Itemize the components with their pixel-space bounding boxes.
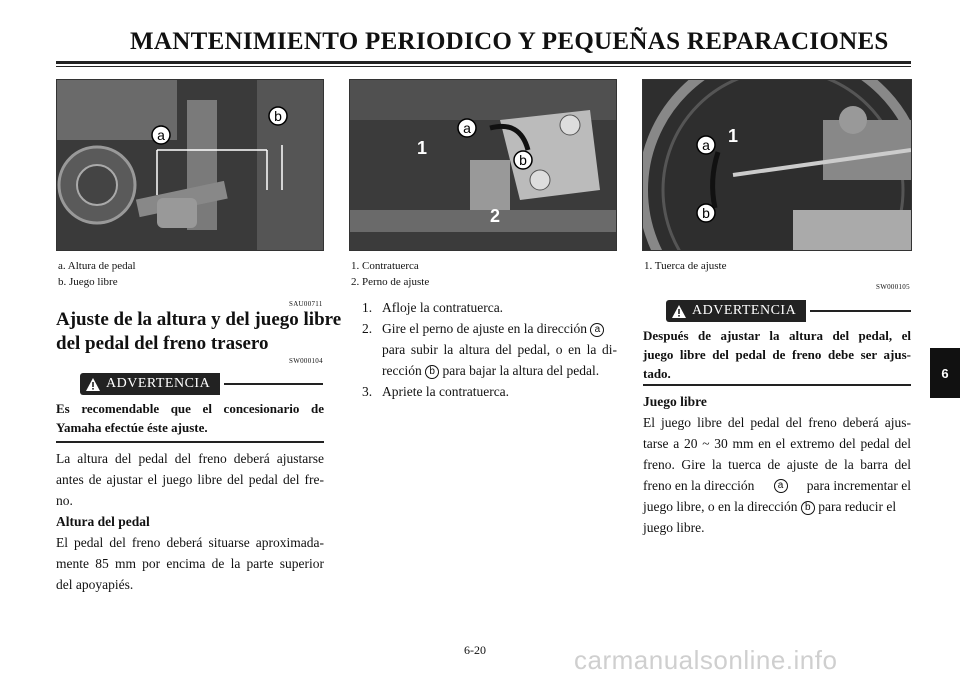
warning-text-2-line3: tado. <box>643 366 671 381</box>
col1-body2-line1: El pedal del freno deberá situarse aproximada- <box>56 535 324 550</box>
warning-text-2-line1: Después de ajustar la altura del pedal, el <box>643 328 911 343</box>
warning-text-2-line2: juego libre del pedal de freno debe ser ajus- <box>643 347 911 362</box>
brake-pedal-photo <box>56 79 324 251</box>
direction-b-icon: b <box>425 365 439 379</box>
section-heading <box>56 308 341 356</box>
warning-code-1: SW000104 <box>289 357 323 365</box>
warning-banner-1 <box>80 373 323 395</box>
adjust-steps-list <box>362 297 617 402</box>
col1-body2-line3: del apoyapiés. <box>56 577 134 592</box>
fig1-label-a: a <box>157 127 165 143</box>
fig1-caption-b: b. Juego libre <box>58 276 118 288</box>
col3-line2: tarse a 20 ~ 30 mm en el extremo del pedal del <box>643 436 911 451</box>
warning-triangle-icon <box>86 378 100 391</box>
col3-line5b: para reducir el <box>818 499 897 514</box>
warning-text-1-line2: Yamaha efectúe éste ajuste. <box>56 420 208 435</box>
adjust-nut-photo <box>642 79 912 251</box>
fig3-label-1: 1 <box>727 126 739 146</box>
direction-b-icon: b <box>801 501 815 515</box>
warning-label-2: ADVERTENCIA <box>692 303 797 318</box>
col3-line4a: freno en la dirección <box>643 478 755 493</box>
section-heading-line2: del pedal del freno trasero <box>56 333 269 354</box>
warning-badge-2 <box>666 300 806 322</box>
col1-body2-line2: mente 85 mm por encima de la parte superior <box>56 556 324 571</box>
step-1 <box>362 297 617 318</box>
fig2-captions <box>351 258 429 290</box>
step-1-number: 1. <box>362 300 373 315</box>
fig2-caption-2: 2. Perno de ajuste <box>351 276 430 288</box>
col3-line6: juego libre. <box>643 520 705 535</box>
warning-text-2 <box>643 326 911 383</box>
warning-badge-1 <box>80 373 220 395</box>
col3-line3: freno. Gire la tuerca de ajuste de la barra del <box>643 457 911 472</box>
warning-text-1 <box>56 399 324 437</box>
step-3-text: Apriete la contratuerca. <box>382 384 510 399</box>
warning-text-1-line1: Es recomendable que el concesionario de <box>56 401 324 416</box>
fig1-captions <box>58 258 136 290</box>
adjust-bolt-photo <box>349 79 617 251</box>
col3-body <box>643 391 911 538</box>
fig1-caption-a: a. Altura de pedal <box>58 260 136 272</box>
fig2-caption-1: 1. Contratuerca <box>351 260 419 272</box>
page-number: 6-20 <box>464 643 486 657</box>
fig2-label-1: 1 <box>416 138 428 158</box>
step-1-text: Afloje la contratuerca. <box>382 300 504 315</box>
free-play-subheading: Juego libre <box>643 394 707 409</box>
col3-line5 <box>643 496 911 517</box>
warning-end-rule-2 <box>643 384 911 386</box>
watermark: carmanualsonline.info <box>574 645 838 675</box>
step-2-line3b: para bajar la altura del pedal. <box>442 363 600 378</box>
direction-a-icon: a <box>774 479 788 493</box>
col3-line4 <box>643 475 911 496</box>
section-code: SAU00711 <box>289 300 323 308</box>
fig3-label-b: b <box>702 205 710 221</box>
step-2-line1: Gire el perno de ajuste en la dirección <box>382 321 588 336</box>
pedal-height-subheading: Altura del pedal <box>56 514 150 529</box>
direction-a-icon: a <box>590 323 604 337</box>
header-rule-thin <box>56 66 911 67</box>
col1-body-line3: no. <box>56 493 73 508</box>
header-rule <box>56 61 911 64</box>
warning-code-2: SW000105 <box>876 283 910 291</box>
step-2-line3a: rección <box>382 363 422 378</box>
page-header-title: MANTENIMIENTO PERIODICO Y PEQUEÑAS REPARACIONES <box>130 28 889 55</box>
col3-line4b: para incrementar el <box>806 478 911 493</box>
col1-body <box>56 448 324 595</box>
step-2-line2: para subir la altura del pedal, o en la di- <box>382 342 617 357</box>
fig2-label-2: 2 <box>489 206 501 226</box>
step-2-number: 2. <box>362 321 373 336</box>
col1-body-line2: antes de ajustar el juego libre del pedal del fre- <box>56 472 324 487</box>
warning-line-2 <box>810 310 911 312</box>
fig2-label-a: a <box>463 120 471 136</box>
fig1-label-b: b <box>274 108 282 124</box>
step-3 <box>362 381 617 402</box>
warning-label-1: ADVERTENCIA <box>106 376 211 391</box>
warning-end-rule-1 <box>56 441 324 443</box>
col1-body-line1: La altura del pedal del freno deberá ajustarse <box>56 451 324 466</box>
chapter-tab: 6 <box>930 348 960 398</box>
fig2-label-b: b <box>519 152 527 168</box>
warning-line-1 <box>224 383 323 385</box>
warning-triangle-icon <box>672 305 686 318</box>
fig3-label-a: a <box>702 137 710 153</box>
section-heading-line1: Ajuste de la altura y del juego libre <box>56 309 342 330</box>
fig3-caption: 1. Tuerca de ajuste <box>644 260 727 272</box>
step-2 <box>362 318 617 381</box>
step-3-number: 3. <box>362 384 373 399</box>
col3-line1: El juego libre del pedal del freno deberá ajus- <box>643 415 911 430</box>
col3-line5a: juego libre, o en la dirección <box>643 499 798 514</box>
warning-banner-2 <box>666 300 911 322</box>
